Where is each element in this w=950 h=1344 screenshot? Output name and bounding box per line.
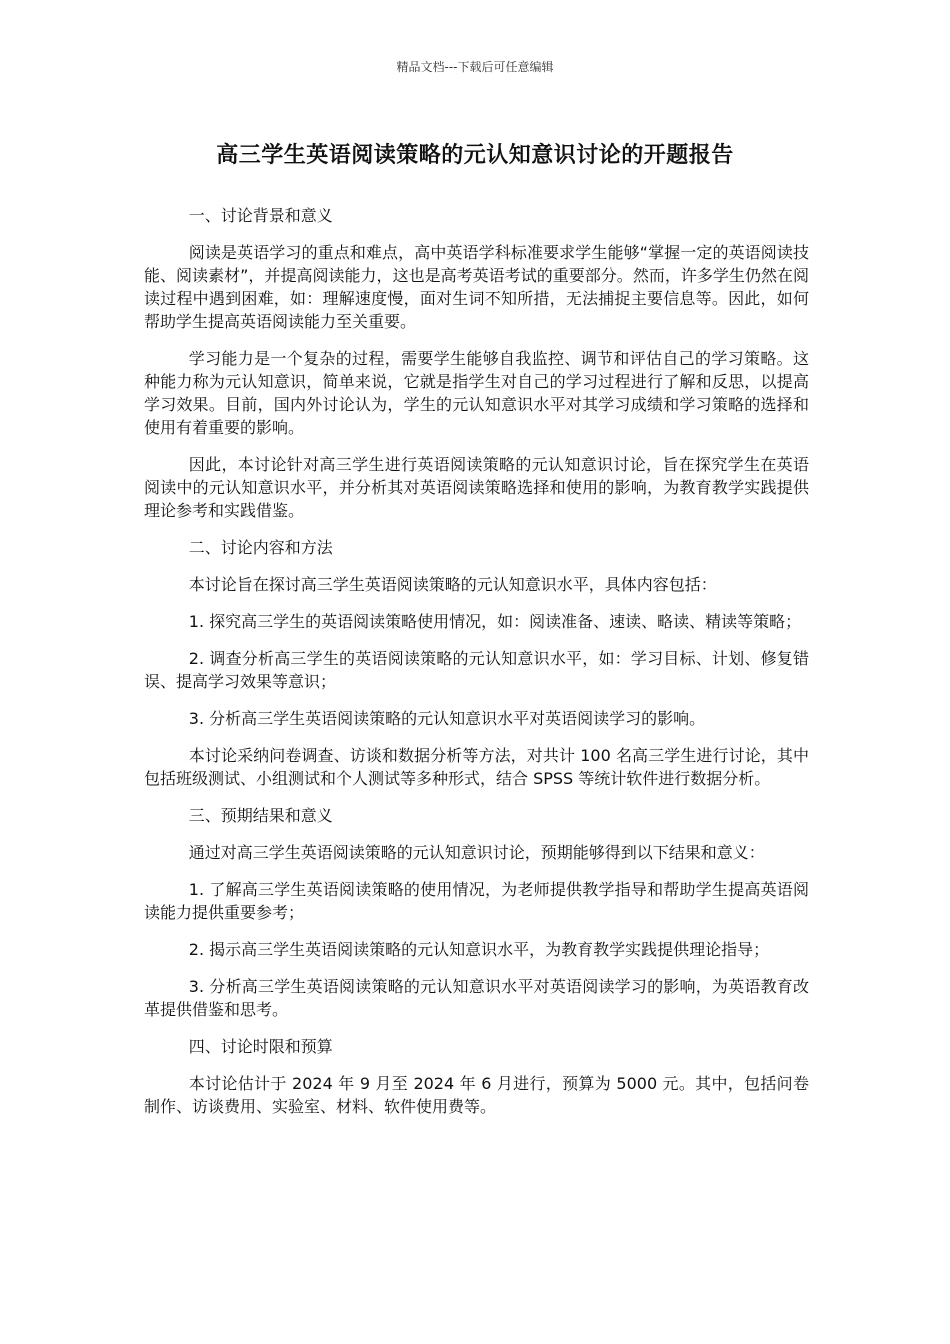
list-item: 1. 探究高三学生的英语阅读策略使用情况，如：阅读准备、速读、略读、精读等策略； xyxy=(188,612,802,631)
document-title: 高三学生英语阅读策略的元认知意识讨论的开题报告 xyxy=(216,143,734,168)
paragraph: 阅读是英语学习的重点和难点，高中英语学科标准要求学生能够“掌握一定的英语阅读技能、阅读素材”，并提高阅读能力，这也是高考英语考试的重要部分。然而，许多学生仍然在阅读过程中遇到困难，如：理解速度慢，面对生词不知所措，无法捕捉主要信息等。因此，如何帮助学生提高英语阅读能力至关重要。 xyxy=(144,243,809,331)
section-heading-content-methods: 二、讨论内容和方法 xyxy=(188,538,333,557)
paragraph: 通过对高三学生英语阅读策略的元认知意识讨论，预期能够得到以下结果和意义： xyxy=(188,843,765,862)
paragraph: 因此，本讨论针对高三学生进行英语阅读策略的元认知意识讨论，旨在探究学生在英语阅读中的元认知意识水平，并分析其对英语阅读策略选择和使用的影响，为教育教学实践提供理论参考和实践借鉴。 xyxy=(144,455,809,520)
section-heading-expected-results: 三、预期结果和意义 xyxy=(188,806,333,825)
list-item: 3. 分析高三学生英语阅读策略的元认知意识水平对英语阅读学习的影响。 xyxy=(188,709,706,728)
paragraph: 本讨论采纳问卷调查、访谈和数据分析等方法，对共计 100 名高三学生进行讨论，其中包括班级测试、小组测试和个人测试等多种形式，结合 SPSS 等统计软件进行数据分析。 xyxy=(144,746,809,788)
list-item: 2. 调查分析高三学生的英语阅读策略的元认知意识水平，如：学习目标、计划、修复错误、提高学习效果等意识； xyxy=(144,649,809,691)
page-header-note: 精品文档---下载后可任意编辑 xyxy=(396,60,554,74)
list-item: 2. 揭示高三学生英语阅读策略的元认知意识水平，为教育教学实践提供理论指导； xyxy=(188,940,770,959)
list-item: 1. 了解高三学生英语阅读策略的使用情况，为老师提供教学指导和帮助学生提高英语阅读能力提供重要参考； xyxy=(144,880,809,922)
section-heading-timeline-budget: 四、讨论时限和预算 xyxy=(188,1037,333,1056)
document-body xyxy=(144,204,809,1132)
paragraph: 学习能力是一个复杂的过程，需要学生能够自我监控、调节和评估自己的学习策略。这种能力称为元认知意识，简单来说，它就是指学生对自己的学习过程进行了解和反思，以提高学习效果。目前，国内外讨论认为，学生的元认知意识水平对其学习成绩和学习策略的选择和使用有着重要的影响。 xyxy=(144,349,809,437)
paragraph: 本讨论旨在探讨高三学生英语阅读策略的元认知意识水平，具体内容包括： xyxy=(188,575,717,594)
paragraph: 本讨论估计于 2024 年 9 月至 2024 年 6 月进行，预算为 5000 元。其中，包括问卷制作、访谈费用、实验室、材料、软件使用费等。 xyxy=(144,1074,809,1116)
list-item: 3. 分析高三学生英语阅读策略的元认知意识水平对英语阅读学习的影响，为英语教育改革提供借鉴和思考。 xyxy=(144,977,809,1019)
section-heading-background: 一、讨论背景和意义 xyxy=(188,206,333,225)
